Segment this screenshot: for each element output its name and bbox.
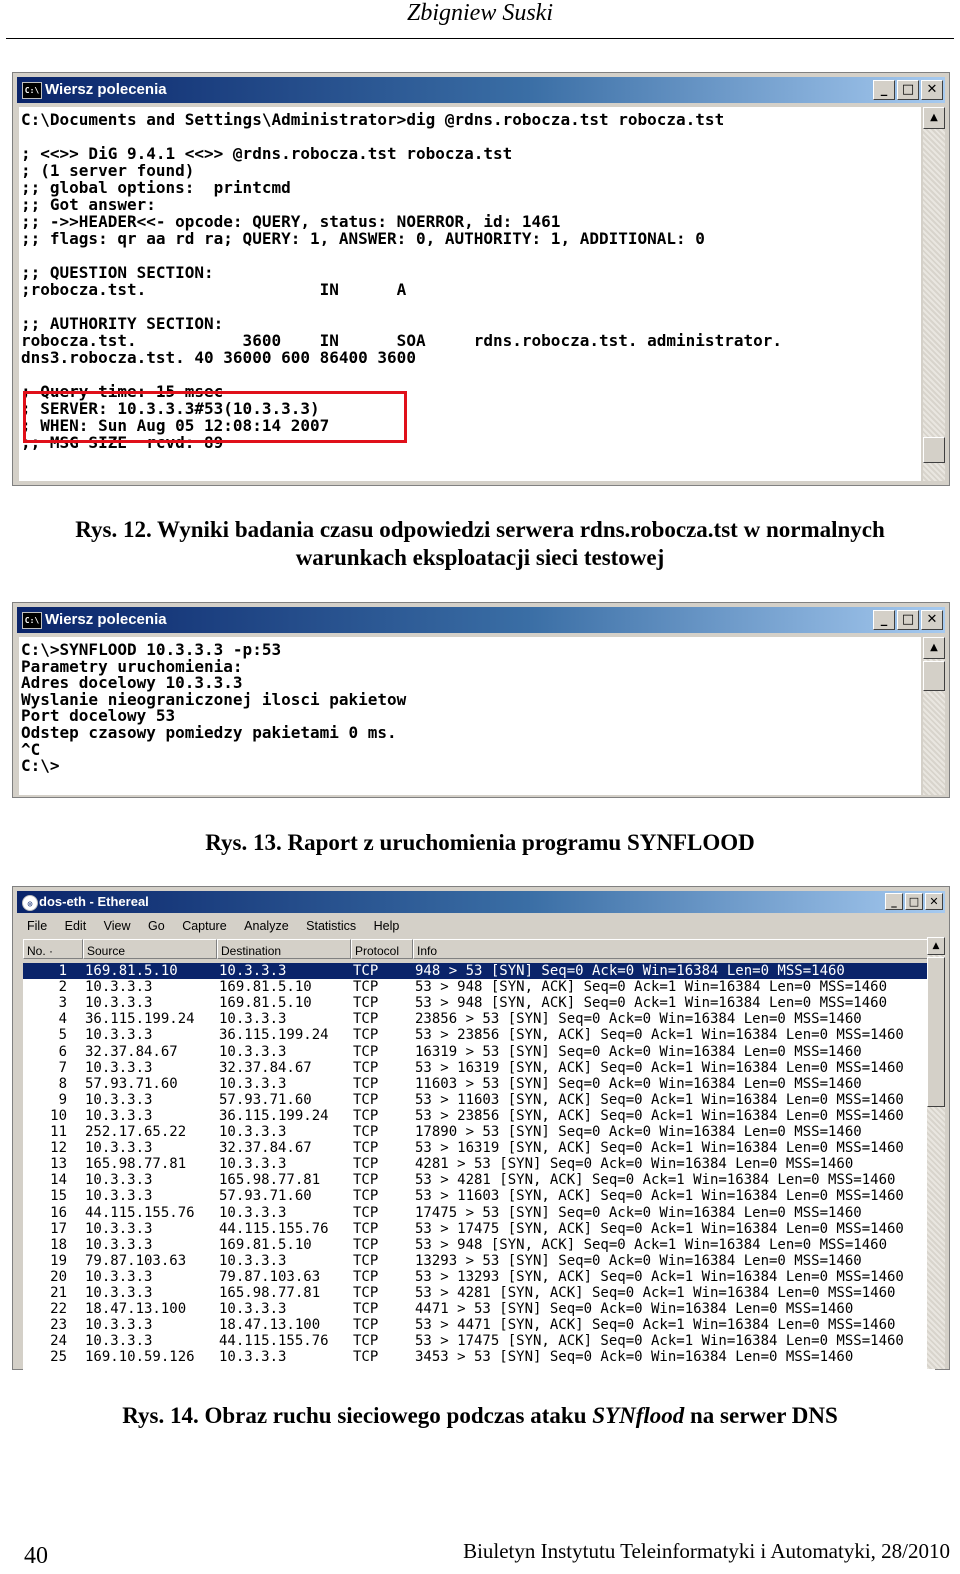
window-title: dos-eth - Ethereal <box>39 894 149 909</box>
packet-source: 32.37.84.67 <box>85 1043 178 1060</box>
packet-source: 252.17.65.22 <box>85 1124 187 1140</box>
packet-row[interactable] <box>23 1221 935 1237</box>
packet-row[interactable] <box>23 1108 935 1124</box>
console-line: ; SERVER: 10.3.3.3#53(10.3.3.3) <box>21 399 320 418</box>
vertical-scrollbar[interactable] <box>923 107 945 481</box>
packet-no: 12 <box>50 1140 67 1157</box>
console-line: robocza.tst. 3600 IN SOA rdns.robocza.tst. administrator. <box>21 331 782 350</box>
scroll-up-button[interactable]: ▲ <box>923 107 945 129</box>
packet-protocol: TCP <box>353 1059 379 1076</box>
column-protocol[interactable]: Protocol <box>351 939 413 959</box>
console-line: ;; AUTHORITY SECTION: <box>21 314 224 333</box>
packet-protocol: TCP <box>353 1091 379 1108</box>
packet-no: 7 <box>58 1059 67 1076</box>
console-line: ;; global options: printcmd <box>21 178 291 197</box>
packet-info: 16319 > 53 [SYN] Seq=0 Ack=0 Win=16384 Len=0 MSS=1460 <box>415 1043 862 1060</box>
packet-protocol: TCP <box>353 1204 379 1221</box>
maximize-button[interactable]: □ <box>905 893 923 910</box>
packet-row[interactable] <box>23 1172 935 1188</box>
menu-bar <box>17 915 945 937</box>
console-line: dns3.robocza.tst. 40 36000 600 86400 3600 <box>21 348 416 367</box>
header-rule <box>6 38 954 39</box>
packet-destination: 169.81.5.10 <box>219 979 312 996</box>
scroll-thumb[interactable] <box>927 957 945 1107</box>
cmd-icon: C:\ <box>22 82 42 99</box>
packet-no: 11 <box>50 1124 67 1140</box>
packet-source: 10.3.3.3 <box>85 1027 153 1044</box>
console-line: ;; MSG SIZE rcvd: 89 <box>21 433 224 452</box>
console-line: Adres docelowy 10.3.3.3 <box>21 673 243 693</box>
packet-source: 18.47.13.100 <box>85 1301 187 1318</box>
packet-list-header <box>23 939 935 961</box>
packet-protocol: TCP <box>353 1027 379 1044</box>
console-line: ;; flags: qr aa rd ra; QUERY: 1, ANSWER: 0, AUTHORITY: 1, ADDITIONAL: 0 <box>21 229 705 248</box>
packet-no: 25 <box>50 1349 67 1366</box>
packet-row[interactable] <box>23 1060 935 1076</box>
running-head: Zbigniew Suski <box>406 0 553 26</box>
packet-destination: 10.3.3.3 <box>219 1043 287 1060</box>
packet-row[interactable] <box>23 1237 935 1253</box>
packet-row[interactable] <box>23 1188 935 1204</box>
packet-no: 8 <box>58 1075 67 1092</box>
console-line: ;; ->>HEADER<<- opcode: QUERY, status: NOERROR, id: 1461 <box>21 212 561 231</box>
packet-info: 3453 > 53 [SYN] Seq=0 Ack=0 Win=16384 Len=0 MSS=1460 <box>415 1349 854 1366</box>
menu-analyze[interactable]: Analyze <box>244 919 289 933</box>
packet-info: 53 > 23856 [SYN, ACK] Seq=0 Ack=1 Win=16384 Len=0 MSS=1460 <box>415 1027 904 1044</box>
console-line: Wyslanie nieograniczonej ilosci pakietow <box>21 689 407 709</box>
packet-info: 23856 > 53 [SYN] Seq=0 Ack=0 Win=16384 Len=0 MSS=1460 <box>415 1011 862 1028</box>
packet-protocol: TCP <box>353 1252 379 1269</box>
packet-no: 19 <box>50 1252 67 1269</box>
packet-info: 53 > 23856 [SYN, ACK] Seq=0 Ack=1 Win=16384 Len=0 MSS=1460 <box>415 1107 904 1124</box>
packet-source: 10.3.3.3 <box>85 1236 153 1253</box>
packet-source: 10.3.3.3 <box>85 1220 153 1237</box>
packet-source: 169.10.59.126 <box>85 1349 195 1366</box>
packet-source: 10.3.3.3 <box>85 1091 153 1108</box>
packet-no: 13 <box>50 1156 67 1173</box>
console-line: ; WHEN: Sun Aug 05 12:08:14 2007 <box>21 416 330 435</box>
maximize-button[interactable]: □ <box>897 80 919 100</box>
packet-destination: 10.3.3.3 <box>219 1124 287 1140</box>
packet-row[interactable] <box>23 1044 935 1060</box>
packet-info: 53 > 4281 [SYN, ACK] Seq=0 Ack=1 Win=16384 Len=0 MSS=1460 <box>415 1285 896 1301</box>
packet-row[interactable] <box>23 1269 935 1285</box>
packet-source: 44.115.155.76 <box>85 1204 195 1221</box>
packet-protocol: TCP <box>353 1220 379 1237</box>
packet-info: 53 > 948 [SYN, ACK] Seq=0 Ack=1 Win=16384 Len=0 MSS=1460 <box>415 979 888 996</box>
figure12-cmd-window <box>12 72 950 486</box>
packet-source: 10.3.3.3 <box>85 979 153 996</box>
figure13-caption: Rys. 13. Raport z uruchomienia programu SYNFLOOD <box>205 830 755 855</box>
packet-destination: 169.81.5.10 <box>219 995 312 1012</box>
cmd-icon: C:\ <box>22 612 42 629</box>
packet-no: 2 <box>58 979 67 996</box>
packet-destination: 44.115.155.76 <box>219 1333 329 1350</box>
packet-row[interactable] <box>23 1124 935 1140</box>
packet-row[interactable] <box>23 1317 935 1333</box>
packet-info: 53 > 17475 [SYN, ACK] Seq=0 Ack=1 Win=16384 Len=0 MSS=1460 <box>415 1220 904 1237</box>
console-line: ;; Got answer: <box>21 195 156 214</box>
packet-row[interactable] <box>23 1156 935 1172</box>
packet-source: 10.3.3.3 <box>85 1140 153 1157</box>
packet-info: 53 > 11603 [SYN, ACK] Seq=0 Ack=1 Win=16384 Len=0 MSS=1460 <box>415 1188 904 1205</box>
packet-protocol: TCP <box>353 1156 379 1173</box>
menu-file[interactable]: File <box>27 919 48 933</box>
packet-destination: 10.3.3.3 <box>219 1204 287 1221</box>
packet-destination: 10.3.3.3 <box>219 1301 287 1318</box>
menu-capture[interactable]: Capture <box>182 919 227 933</box>
window-title: Wiersz polecenia <box>45 611 167 628</box>
close-button[interactable]: ✕ <box>921 80 943 100</box>
packet-row[interactable] <box>23 1285 935 1301</box>
packet-info: 11603 > 53 [SYN] Seq=0 Ack=0 Win=16384 Len=0 MSS=1460 <box>415 1075 862 1092</box>
packet-row[interactable] <box>23 963 935 979</box>
packet-protocol: TCP <box>353 1268 379 1285</box>
packet-protocol: TCP <box>353 1043 379 1060</box>
column-source[interactable]: Source <box>83 939 217 959</box>
console-output <box>19 637 921 795</box>
journal-footer: Biuletyn Instytutu Teleinformatyki i Automatyki, 28/2010 <box>463 1539 950 1563</box>
packet-destination: 10.3.3.3 <box>219 963 287 979</box>
packet-row[interactable] <box>23 1076 935 1092</box>
packet-source: 10.3.3.3 <box>85 1059 153 1076</box>
packet-protocol: TCP <box>353 1349 379 1366</box>
packet-no: 18 <box>50 1236 67 1253</box>
packet-no: 10 <box>50 1107 67 1124</box>
packet-info: 13293 > 53 [SYN] Seq=0 Ack=0 Win=16384 Len=0 MSS=1460 <box>415 1252 862 1269</box>
packet-info: 53 > 4471 [SYN, ACK] Seq=0 Ack=1 Win=16384 Len=0 MSS=1460 <box>415 1317 896 1334</box>
packet-list <box>23 963 935 1373</box>
packet-protocol: TCP <box>353 1107 379 1124</box>
packet-no: 4 <box>58 1011 67 1028</box>
packet-source: 10.3.3.3 <box>85 1268 153 1285</box>
packet-info: 17890 > 53 [SYN] Seq=0 Ack=0 Win=16384 Len=0 MSS=1460 <box>415 1124 862 1140</box>
packet-no: 6 <box>58 1043 67 1060</box>
scroll-thumb[interactable] <box>923 437 945 463</box>
packet-info: 53 > 17475 [SYN, ACK] Seq=0 Ack=1 Win=16384 Len=0 MSS=1460 <box>415 1333 904 1350</box>
packet-row[interactable] <box>23 1301 935 1317</box>
packet-destination: 18.47.13.100 <box>219 1317 321 1334</box>
scroll-up-button[interactable]: ▲ <box>923 637 945 659</box>
packet-no: 17 <box>50 1220 67 1237</box>
packet-source: 169.81.5.10 <box>85 963 178 979</box>
packet-no: 15 <box>50 1188 67 1205</box>
packet-destination: 44.115.155.76 <box>219 1220 329 1237</box>
packet-source: 79.87.103.63 <box>85 1252 187 1269</box>
packet-source: 165.98.77.81 <box>85 1156 187 1173</box>
packet-protocol: TCP <box>353 1188 379 1205</box>
packet-destination: 165.98.77.81 <box>219 1285 321 1301</box>
column-destination[interactable]: Destination <box>217 939 351 959</box>
packet-destination: 10.3.3.3 <box>219 1075 287 1092</box>
packet-no: 9 <box>58 1091 67 1108</box>
packet-destination: 32.37.84.67 <box>219 1059 312 1076</box>
vertical-scrollbar[interactable] <box>927 937 945 1369</box>
close-button[interactable]: ✕ <box>921 610 943 630</box>
packet-protocol: TCP <box>353 1236 379 1253</box>
console-line: ; (1 server found) <box>21 161 195 180</box>
console-line: Odstep czasowy pomiedzy pakietami 0 ms. <box>21 723 397 742</box>
packet-destination: 32.37.84.67 <box>219 1140 312 1157</box>
packet-destination: 10.3.3.3 <box>219 1349 287 1366</box>
menu-view[interactable]: View <box>103 919 131 933</box>
vertical-scrollbar[interactable] <box>923 637 945 795</box>
highlight-box <box>23 391 407 443</box>
packet-info: 53 > 16319 [SYN, ACK] Seq=0 Ack=1 Win=16384 Len=0 MSS=1460 <box>415 1140 904 1157</box>
packet-protocol: TCP <box>353 1140 379 1157</box>
window-titlebar[interactable] <box>17 77 945 103</box>
caption-text-end: na serwer DNS <box>684 1403 838 1428</box>
packet-destination: 57.93.71.60 <box>219 1091 312 1108</box>
packet-destination: 165.98.77.81 <box>219 1172 321 1189</box>
minimize-button[interactable]: _ <box>885 893 903 910</box>
figure14-caption <box>0 1402 960 1430</box>
figure12-caption: Rys. 12. Wyniki badania czasu odpowiedzi serwera rdns.robocza.tst w normalnych warunkach eksploatacji sieci testowej <box>75 517 885 570</box>
packet-destination: 10.3.3.3 <box>219 1156 287 1173</box>
window-title: Wiersz polecenia <box>45 81 167 98</box>
column-info[interactable]: Info <box>413 939 935 959</box>
packet-source: 36.115.199.24 <box>85 1011 195 1028</box>
packet-info: 53 > 4281 [SYN, ACK] Seq=0 Ack=1 Win=16384 Len=0 MSS=1460 <box>415 1172 896 1189</box>
packet-row[interactable] <box>23 1140 935 1156</box>
console-line: ; <<>> DiG 9.4.1 <<>> @rdns.robocza.tst robocza.tst <box>21 144 513 163</box>
packet-source: 10.3.3.3 <box>85 995 153 1012</box>
console-line: ^C <box>21 739 41 759</box>
packet-protocol: TCP <box>353 1172 379 1189</box>
packet-source: 10.3.3.3 <box>85 1285 153 1301</box>
packet-no: 3 <box>58 995 67 1012</box>
console-line: ;robocza.tst. IN A <box>21 280 407 299</box>
packet-protocol: TCP <box>353 1075 379 1092</box>
packet-destination: 57.93.71.60 <box>219 1188 312 1205</box>
console-line: C:\>SYNFLOOD 10.3.3.3 -p:53 <box>21 640 282 659</box>
packet-protocol: TCP <box>353 1301 379 1318</box>
packet-no: 14 <box>50 1172 67 1189</box>
packet-protocol: TCP <box>353 963 379 979</box>
packet-info: 4471 > 53 [SYN] Seq=0 Ack=0 Win=16384 Len=0 MSS=1460 <box>415 1301 854 1318</box>
packet-row[interactable] <box>23 979 935 995</box>
packet-info: 53 > 948 [SYN, ACK] Seq=0 Ack=1 Win=16384 Len=0 MSS=1460 <box>415 995 888 1012</box>
packet-protocol: TCP <box>353 979 379 996</box>
close-button[interactable]: ✕ <box>925 893 943 910</box>
packet-no: 23 <box>50 1317 67 1334</box>
packet-no: 5 <box>58 1027 67 1044</box>
packet-source: 10.3.3.3 <box>85 1107 153 1124</box>
packet-destination: 36.115.199.24 <box>219 1027 329 1044</box>
packet-info: 53 > 16319 [SYN, ACK] Seq=0 Ack=1 Win=16384 Len=0 MSS=1460 <box>415 1059 904 1076</box>
scroll-thumb[interactable] <box>923 661 945 691</box>
packet-source: 10.3.3.3 <box>85 1333 153 1350</box>
packet-source: 10.3.3.3 <box>85 1188 153 1205</box>
caption-text: Rys. 14. Obraz ruchu sieciowego podczas ataku <box>122 1403 593 1428</box>
packet-source: 10.3.3.3 <box>85 1172 153 1189</box>
minimize-button[interactable]: _ <box>873 610 895 630</box>
packet-destination: 169.81.5.10 <box>219 1236 312 1253</box>
scroll-up-button[interactable]: ▲ <box>927 937 945 955</box>
console-line: Parametry uruchomienia: <box>21 656 243 676</box>
packet-info: 53 > 11603 [SYN, ACK] Seq=0 Ack=1 Win=16384 Len=0 MSS=1460 <box>415 1091 904 1108</box>
packet-protocol: TCP <box>353 1285 379 1301</box>
packet-no: 21 <box>50 1285 67 1301</box>
packet-info: 53 > 948 [SYN, ACK] Seq=0 Ack=1 Win=16384 Len=0 MSS=1460 <box>415 1236 888 1253</box>
column-no[interactable]: No. · <box>23 939 83 959</box>
packet-row[interactable] <box>23 1349 935 1365</box>
packet-destination: 79.87.103.63 <box>219 1268 321 1285</box>
console-line: Port docelowy 53 <box>21 706 176 726</box>
packet-no: 24 <box>50 1333 67 1350</box>
packet-row[interactable] <box>23 1253 935 1269</box>
maximize-button[interactable]: □ <box>897 610 919 630</box>
packet-no: 22 <box>50 1301 67 1318</box>
window-titlebar[interactable] <box>17 891 945 913</box>
minimize-button[interactable]: _ <box>873 80 895 100</box>
console-line: C:\> <box>21 756 60 776</box>
figure13-cmd-window <box>12 602 950 798</box>
packet-source: 10.3.3.3 <box>85 1317 153 1334</box>
menu-statistics[interactable]: Statistics <box>306 919 357 933</box>
packet-protocol: TCP <box>353 1317 379 1334</box>
packet-row[interactable] <box>23 1092 935 1108</box>
packet-protocol: TCP <box>353 995 379 1012</box>
packet-info: 4281 > 53 [SYN] Seq=0 Ack=0 Win=16384 Len=0 MSS=1460 <box>415 1156 854 1173</box>
packet-info: 53 > 13293 [SYN, ACK] Seq=0 Ack=1 Win=16384 Len=0 MSS=1460 <box>415 1268 904 1285</box>
packet-row[interactable] <box>23 995 935 1011</box>
packet-row[interactable] <box>23 1027 935 1043</box>
page-number: 40 <box>24 1543 48 1569</box>
ethereal-icon: ◎ <box>22 895 38 911</box>
menu-help[interactable]: Help <box>373 919 400 933</box>
packet-destination: 36.115.199.24 <box>219 1107 329 1124</box>
menu-go[interactable]: Go <box>148 919 165 933</box>
packet-protocol: TCP <box>353 1124 379 1140</box>
packet-info: 17475 > 53 [SYN] Seq=0 Ack=0 Win=16384 Len=0 MSS=1460 <box>415 1204 862 1221</box>
menu-edit[interactable]: Edit <box>64 919 87 933</box>
console-line: ; Query time: 15 msec <box>21 382 224 401</box>
caption-italic-text: SYNflood <box>592 1403 685 1428</box>
packet-source: 57.93.71.60 <box>85 1075 178 1092</box>
packet-protocol: TCP <box>353 1333 379 1350</box>
packet-row[interactable] <box>23 1011 935 1027</box>
packet-info: 948 > 53 [SYN] Seq=0 Ack=0 Win=16384 Len=0 MSS=1460 <box>415 963 845 979</box>
packet-destination: 10.3.3.3 <box>219 1252 287 1269</box>
console-line: C:\Documents and Settings\Administrator>dig @rdns.robocza.tst robocza.tst <box>21 110 725 129</box>
packet-no: 16 <box>50 1204 67 1221</box>
packet-destination: 10.3.3.3 <box>219 1011 287 1028</box>
console-line: ;; QUESTION SECTION: <box>21 263 214 282</box>
packet-protocol: TCP <box>353 1011 379 1028</box>
packet-row[interactable] <box>23 1205 935 1221</box>
packet-row[interactable] <box>23 1333 935 1349</box>
window-titlebar[interactable] <box>17 607 945 633</box>
figure14-ethereal-window <box>12 886 950 1370</box>
packet-no: 1 <box>58 963 67 979</box>
packet-no: 20 <box>50 1268 67 1285</box>
